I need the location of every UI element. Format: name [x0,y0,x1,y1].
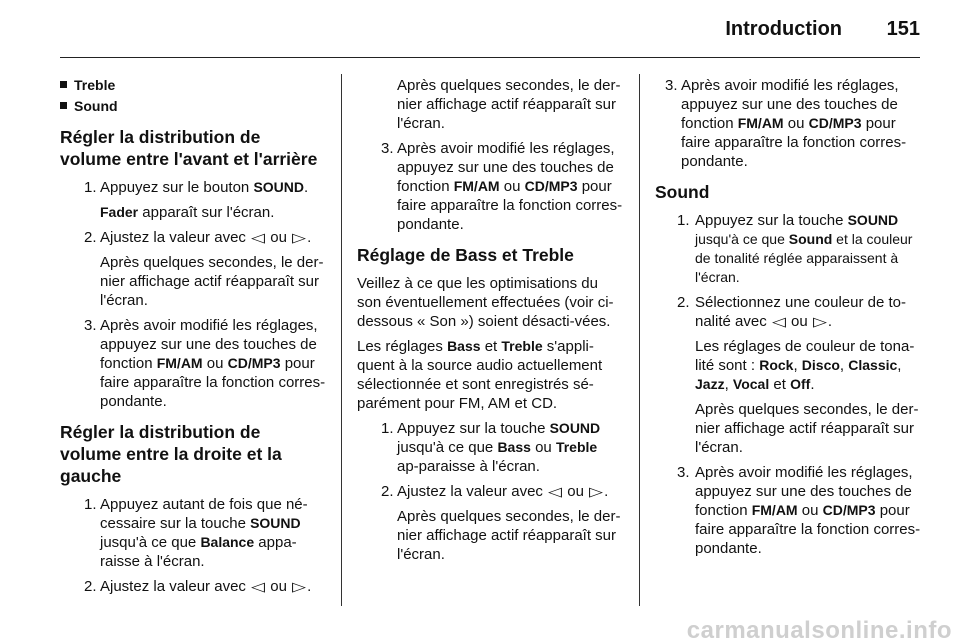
step-item: 1. Appuyez sur le bouton SOUND. [84,179,309,196]
watermark: carmanualsonline.info [686,617,952,642]
arrow-left-icon: ◁ [548,484,563,499]
step-item: 1. Appuyez sur la touche SOUND jusqu'à ce que Bass ou Treble ap-paraisse à l'écran. [381,420,601,475]
arrow-left-icon: ◁ [251,579,266,594]
header-rule [60,57,920,58]
bullet-item: Treble [60,76,326,95]
paragraph: Veillez à ce que les optimisations du son éventuellement effectuées (voir ci-dessous « Son ») soient désacti-vées. [357,275,614,330]
step-note: Fader apparaît sur l'écran. [100,204,275,221]
section-heading: Régler la distribution de volume entre l'avant et l'arrière [60,127,318,169]
paragraph: Les réglages Bass et Treble s'appli-quent à la source audio actuellement sélectionnée et sont enregistrés sé-parément pour FM, AM et CD. [357,338,603,412]
step-item: 2. Ajustez la valeur avec ◁ ou ▷. [381,483,609,500]
arrow-right-icon: ▷ [292,579,307,594]
step-item: 2. Ajustez la valeur avec ◁ ou ▷. [84,578,312,595]
step-list [655,211,921,558]
page-number: 151 [886,18,920,40]
step-item: 3. Après avoir modifié les réglages, appuyez sur une des touches de fonction FM/AM ou CD/MP3 pour faire apparaître la fonction corres-pondante. [84,317,326,410]
arrow-right-icon: ▷ [292,230,307,245]
column-1 [60,76,326,602]
step-list [357,76,623,234]
column-3 [655,76,921,564]
column-divider-2 [639,74,640,606]
arrow-right-icon: ▷ [589,484,604,499]
arrow-right-icon: ▷ [812,314,827,329]
step-item: 1. Appuyez sur la touche SOUND jusqu'à ce que Sound et la couleur de tonalité réglée apparaissent à l'écran. [677,212,913,285]
column-2 [357,76,623,570]
section-heading: Réglage de Bass et Treble [357,245,574,265]
step-note: Après quelques secondes, le der-nier affichage actif réapparaît sur l'écran. [695,401,919,456]
step-note: Les réglages de couleur de tona-lité sont : Rock, Disco, Classic, Jazz, Vocal et Off. [695,338,915,393]
arrow-left-icon: ◁ [771,314,786,329]
step-list [60,495,326,596]
arrow-left-icon: ◁ [251,230,266,245]
page-header [0,0,960,58]
step-note: Après quelques secondes, le der-nier affichage actif réapparaît sur l'écran. [100,254,324,309]
step-list [655,76,921,171]
step-list [357,419,623,564]
step-item: 3. Après avoir modifié les réglages, appuyez sur une des touches de fonction FM/AM ou CD/MP3 pour faire apparaître la fonction corres-pondante. [665,77,907,170]
page-title: Introduction [725,18,842,40]
column-divider-1 [341,74,342,606]
step-item: 3. Après avoir modifié les réglages, appuyez sur une des touches de fonction FM/AM ou CD/MP3 pour faire apparaître la fonction corres-pondante. [381,140,623,233]
square-bullet-icon [60,81,67,88]
step-item: 1. Appuyez autant de fois que né-cessaire sur la touche SOUND jusqu'à ce que Balance appa-raisse à l'écran. [84,496,308,570]
section-heading: Sound [655,182,710,202]
square-bullet-icon [60,102,67,109]
step-note: Après quelques secondes, le der-nier affichage actif réapparaît sur l'écran. [397,508,621,563]
step-item: 2. Ajustez la valeur avec ◁ ou ▷. [84,229,312,246]
bullet-item: Sound [60,97,326,116]
step-item: 2. Sélectionnez une couleur de to-nalité avec ◁ ou ▷. [677,294,906,330]
step-list [60,178,326,411]
step-item: 3. Après avoir modifié les réglages, appuyez sur une des touches de fonction FM/AM ou CD/MP3 pour faire apparaître la fonction corres-pondante. [677,464,921,557]
section-heading: Régler la distribution de volume entre la droite et la gauche [60,422,282,486]
step-note: Après quelques secondes, le der-nier affichage actif réapparaît sur l'écran. [397,77,621,132]
